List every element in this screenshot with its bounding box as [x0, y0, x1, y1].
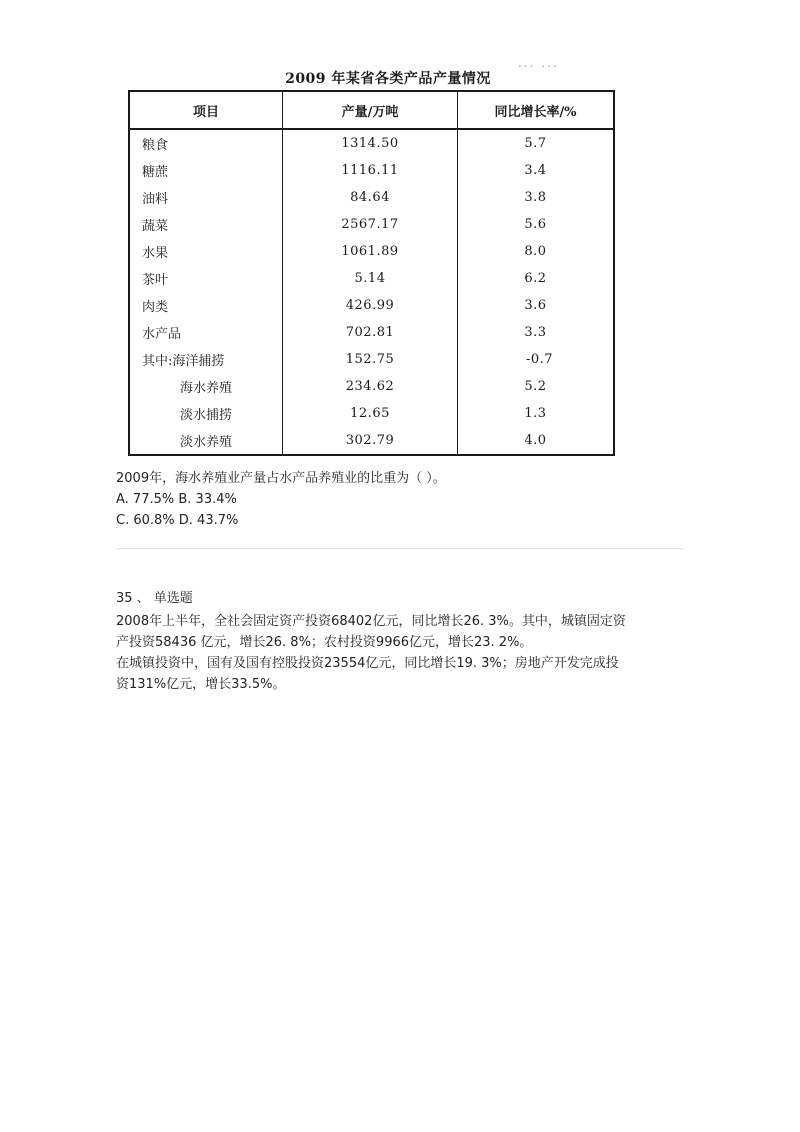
row-item: 淡水养殖: [129, 427, 283, 455]
question-text-line: 资131%亿元，增长33.5%。: [116, 677, 286, 692]
row-item: 蔬菜: [129, 211, 283, 238]
header-item: 项目: [129, 91, 283, 129]
header-output: 产量/万吨: [283, 91, 458, 129]
row-output: 426.99: [283, 292, 458, 319]
row-output: 302.79: [283, 427, 458, 455]
row-output: 234.62: [283, 373, 458, 400]
row-item: 油料: [129, 184, 283, 211]
row-output: 152.75: [283, 346, 458, 373]
row-growth: 6.2: [524, 271, 547, 286]
row-growth: -0.7: [525, 352, 554, 367]
table-row: [129, 346, 614, 373]
table-row: [129, 265, 614, 292]
row-output: 1116.11: [283, 157, 458, 184]
row-item: 糖蔗: [129, 157, 283, 184]
scanned-table-image: [118, 48, 678, 462]
production-table: [128, 90, 615, 456]
table-row: [129, 238, 614, 265]
row-item: 水果: [129, 238, 283, 265]
table-row: [129, 400, 614, 427]
row-growth: 5.2: [524, 379, 547, 394]
question-34: [116, 468, 446, 531]
question-stem: 2009年，海水养殖业产量占水产品养殖业的比重为（ ）。: [116, 471, 446, 486]
row-growth: 3.4: [524, 163, 547, 178]
row-growth: 5.7: [524, 136, 547, 151]
question-text-line: 在城镇投资中，国有及国有控股投资23554亿元，同比增长19. 3%；房地产开发完成投: [116, 656, 619, 671]
row-output: 84.64: [283, 184, 458, 211]
question-text-line: 产投资58436 亿元，增长26. 8%；农村投资9966亿元，增长23. 2%。: [116, 635, 533, 650]
table-row: [129, 157, 614, 184]
row-output: 2567.17: [283, 211, 458, 238]
row-item: 肉类: [129, 292, 283, 319]
row-growth: 4.0: [524, 433, 547, 448]
row-growth: 1.3: [524, 406, 547, 421]
section-divider: [116, 548, 684, 549]
row-item: 粮食: [129, 129, 283, 157]
row-output: 5.14: [283, 265, 458, 292]
question-35: [116, 588, 688, 695]
row-output: 1061.89: [283, 238, 458, 265]
question-options-cd: C. 60.8% D. 43.7%: [116, 513, 239, 528]
row-item: 淡水捕捞: [129, 400, 283, 427]
row-growth: 3.3: [524, 325, 547, 340]
question-text-line: 2008年上半年，全社会固定资产投资68402亿元，同比增长26. 3%。其中，城镇固定资: [116, 614, 626, 629]
row-growth: 3.6: [524, 298, 547, 313]
row-output: 702.81: [283, 319, 458, 346]
table-row: [129, 129, 614, 157]
row-item: 水产品: [129, 319, 283, 346]
table-row: [129, 292, 614, 319]
table-row: [129, 319, 614, 346]
row-growth: 3.8: [524, 190, 547, 205]
row-growth: 5.6: [524, 217, 547, 232]
table-row: [129, 184, 614, 211]
scan-corner-mark: ... ...: [518, 56, 559, 70]
row-growth: 8.0: [524, 244, 547, 259]
row-item: 其中:海洋捕捞: [129, 346, 283, 373]
row-output: 12.65: [283, 400, 458, 427]
table-row: [129, 427, 614, 455]
row-item: 海水养殖: [129, 373, 283, 400]
table-row: [129, 211, 614, 238]
row-item: 茶叶: [129, 265, 283, 292]
table-title: 2009 年某省各类产品产量情况: [285, 71, 491, 87]
table-header-row: [129, 91, 614, 129]
header-growth: 同比增长率/%: [458, 91, 615, 129]
table-row: [129, 373, 614, 400]
question-options-ab: A. 77.5% B. 33.4%: [116, 492, 237, 507]
row-output: 1314.50: [283, 129, 458, 157]
question-header: 35 、 单选题: [116, 591, 193, 606]
